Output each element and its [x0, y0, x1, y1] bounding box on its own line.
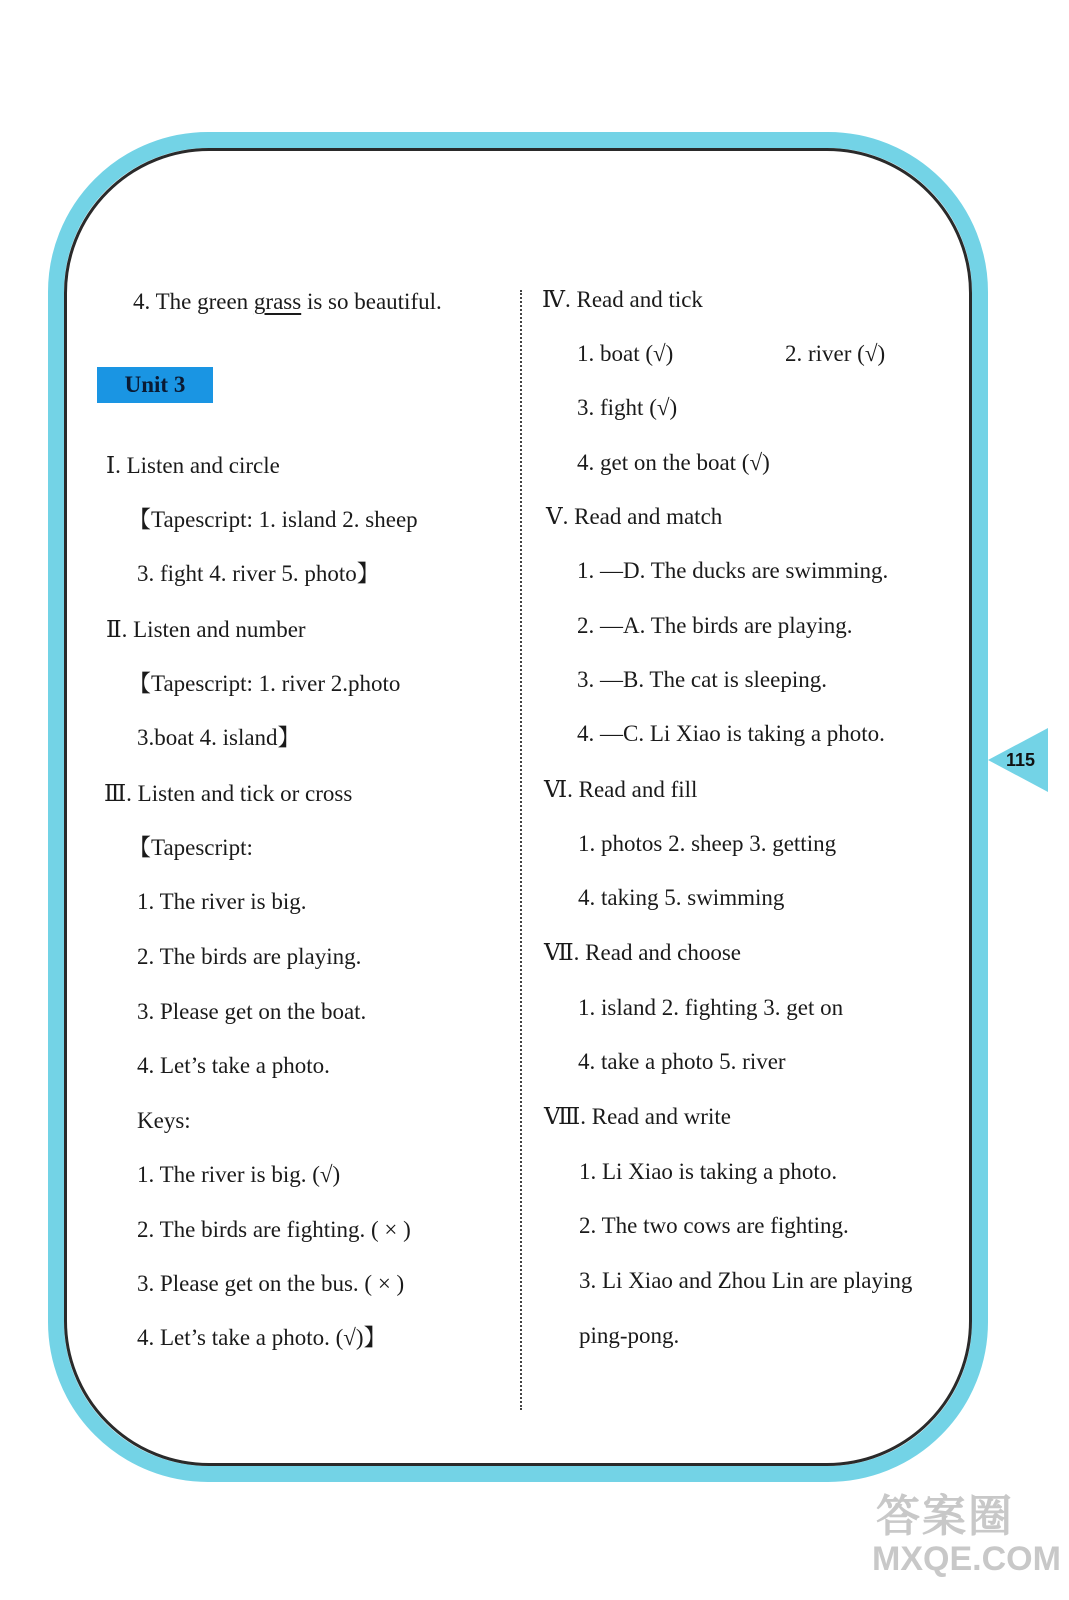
section-5-item-4: 4. —C. Li Xiao is taking a photo.: [577, 721, 885, 746]
watermark-top-text: 答案圈: [876, 1492, 1014, 1541]
section-8-line-4: ping-pong.: [579, 1323, 680, 1348]
section-7-line-2: 4. take a photo 5. river: [578, 1049, 786, 1074]
section-7-heading: Ⅶ. Read and choose: [544, 940, 742, 965]
keys-label: Keys:: [137, 1108, 191, 1133]
section-8-line-1: 1. Li Xiao is taking a photo.: [579, 1159, 838, 1184]
section-4-item-3: 3. fight (√): [577, 395, 678, 420]
section-8-line-3: 3. Li Xiao and Zhou Lin are playing: [579, 1268, 913, 1293]
section-1-heading: Ⅰ. Listen and circle: [106, 453, 280, 478]
top-sentence: [133, 290, 442, 313]
column-divider: [520, 290, 522, 1410]
section-4-item-2: 2. river (√): [785, 341, 886, 366]
section-3-heading: Ⅲ. Listen and tick or cross: [104, 781, 353, 806]
section-4-item-1: 1. boat (√): [577, 341, 674, 366]
section-6-line-2: 4. taking 5. swimming: [578, 885, 785, 910]
section-8-heading: Ⅷ. Read and write: [544, 1104, 731, 1129]
top-sentence-end: is so beautiful.: [301, 289, 442, 314]
section-5-item-1: 1. —D. The ducks are swimming.: [577, 558, 889, 583]
watermark-bottom-text: MXQE.COM: [872, 1540, 1061, 1578]
watermark-logo: [872, 1480, 1062, 1590]
section-2-heading: Ⅱ. Listen and number: [106, 617, 306, 642]
section-7-line-1: 1. island 2. fighting 3. get on: [578, 995, 844, 1020]
section-4-heading: Ⅳ. Read and tick: [542, 287, 703, 312]
section-3-line-1: 1. The river is big.: [137, 889, 307, 914]
section-5-item-3: 3. —B. The cat is sleeping.: [577, 667, 827, 692]
section-6-line-1: 1. photos 2. sheep 3. getting: [578, 831, 837, 856]
key-4: 4. Let’s take a photo. (√)】: [137, 1325, 387, 1350]
key-1: 1. The river is big. (√): [137, 1162, 341, 1187]
section-8-line-2: 2. The two cows are fighting.: [579, 1213, 849, 1238]
section-2-line-1: 【Tapescript: 1. river 2.photo: [128, 671, 401, 696]
key-2: 2. The birds are fighting. ( × ): [137, 1217, 411, 1242]
section-3-line-2: 2. The birds are playing.: [137, 944, 362, 969]
page-number: 115: [1006, 750, 1036, 770]
section-6-heading: Ⅵ. Read and fill: [544, 777, 698, 802]
section-5-item-2: 2. —A. The birds are playing.: [577, 613, 853, 638]
unit-badge: Unit 3: [97, 367, 213, 403]
key-3: 3. Please get on the bus. ( × ): [137, 1271, 405, 1296]
section-3-line-4: 4. Let’s take a photo.: [137, 1053, 330, 1078]
section-1-line-1: 【Tapescript: 1. island 2. sheep: [128, 507, 418, 532]
underlined-word: grass: [253, 289, 302, 314]
section-2-line-2: 3.boat 4. island】: [137, 725, 301, 750]
section-3-line-3: 3. Please get on the boat.: [137, 999, 367, 1024]
section-5-heading: Ⅴ. Read and match: [546, 504, 723, 529]
section-1-line-2: 3. fight 4. river 5. photo】: [137, 561, 380, 586]
top-sentence-start: 4. The green: [133, 289, 254, 314]
section-3-tapescript: 【Tapescript:: [128, 835, 253, 860]
section-4-item-4: 4. get on the boat (√): [577, 450, 770, 475]
